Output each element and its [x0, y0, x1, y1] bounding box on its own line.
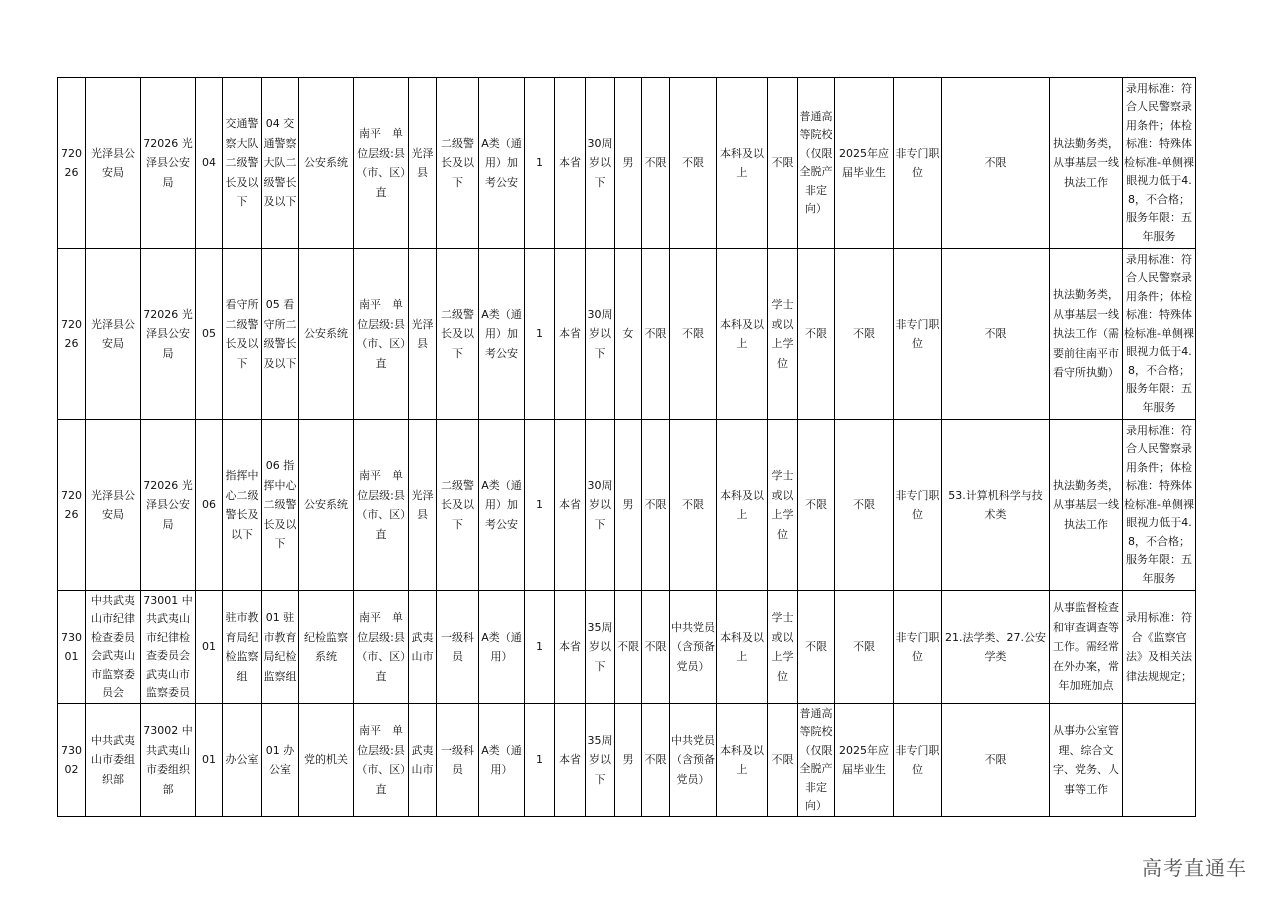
unit-level-cell: 南平 单位层级:县（市、区）直: [354, 78, 409, 249]
unit-level-cell: 南平 单位层级:县（市、区）直: [354, 704, 409, 817]
education-cell: 本科及以上: [717, 704, 768, 817]
ethnicity-cell: 不限: [642, 249, 670, 420]
unit-level-cell: 南平 单位层级:县（市、区）直: [354, 591, 409, 704]
grad-scope-cell: 普通高等院校（仅限全脱产非定向）: [798, 78, 835, 249]
duty-cell: 从事办公室管理、综合文字、党务、人事等工作: [1050, 704, 1123, 817]
politics-cell: 中共党员（含预备党员）: [670, 704, 717, 817]
remarks-cell: [1123, 704, 1196, 817]
agency-code-cell: 73001 中共武夷山市纪律检查委员会武夷山市监察委员: [141, 591, 196, 704]
politics-cell: 不限: [670, 420, 717, 591]
ethnicity-cell: 不限: [642, 420, 670, 591]
position-code-name-cell: 01 驻市教育局纪检监察组: [262, 591, 299, 704]
system-cell: 公安系统: [299, 78, 354, 249]
age-cell: 35周岁以下: [586, 704, 615, 817]
position-name-cell: 指挥中心二级警长及以下: [223, 420, 262, 591]
table-row: [58, 249, 1196, 420]
count-cell: 1: [525, 78, 555, 249]
agency-code-cell: 73002 中共武夷山市委组织部: [141, 704, 196, 817]
agency-cell: 中共武夷山市委组织部: [86, 704, 141, 817]
ethnicity-cell: 不限: [642, 704, 670, 817]
system-cell: 公安系统: [299, 420, 354, 591]
age-cell: 35周岁以下: [586, 591, 615, 704]
position-code-cell: 06: [196, 420, 223, 591]
job-type-cell: 非专门职位: [894, 249, 942, 420]
origin-cell: 本省: [555, 704, 586, 817]
origin-cell: 本省: [555, 591, 586, 704]
major-cell: 53.计算机科学与技术类: [942, 420, 1050, 591]
job-type-cell: 非专门职位: [894, 591, 942, 704]
degree-cell: 不限: [768, 78, 798, 249]
table-row: [58, 704, 1196, 817]
job-type-cell: 非专门职位: [894, 704, 942, 817]
exam-class-cell: A类（通用）加考公安: [479, 249, 525, 420]
grad-scope-cell: 普通高等院校（仅限全脱产非定向）: [798, 704, 835, 817]
gender-cell: 女: [615, 249, 642, 420]
duty-cell: 执法勤务类，从事基层一线执法工作: [1050, 78, 1123, 249]
rank-cell: 二级警长及以下: [437, 249, 479, 420]
exam-class-cell: A类（通用）加考公安: [479, 78, 525, 249]
position-name-cell: 驻市教育局纪检监察组: [223, 591, 262, 704]
position-code-cell: 01: [196, 591, 223, 704]
job-type-cell: 非专门职位: [894, 420, 942, 591]
gender-cell: 不限: [615, 591, 642, 704]
count-cell: 1: [525, 591, 555, 704]
system-cell: 公安系统: [299, 249, 354, 420]
grad-scope-cell: 不限: [798, 420, 835, 591]
politics-cell: 不限: [670, 249, 717, 420]
rank-cell: 一级科员: [437, 704, 479, 817]
count-cell: 1: [525, 420, 555, 591]
education-cell: 本科及以上: [717, 78, 768, 249]
rank-cell: 二级警长及以下: [437, 78, 479, 249]
area-code-cell: 73001: [58, 591, 86, 704]
identity-cell: 不限: [835, 591, 894, 704]
grad-scope-cell: 不限: [798, 591, 835, 704]
rank-cell: 一级科员: [437, 591, 479, 704]
remarks-cell: 录用标准：符合人民警察录用条件；体检标准：特殊体检标准-单侧裸眼视力低于4.8，不合格；服务年限：五年服务: [1123, 249, 1196, 420]
position-code-name-cell: 04 交通警察大队二级警长及以下: [262, 78, 299, 249]
position-code-cell: 05: [196, 249, 223, 420]
system-cell: 党的机关: [299, 704, 354, 817]
identity-cell: 2025年应届毕业生: [835, 704, 894, 817]
origin-cell: 本省: [555, 78, 586, 249]
identity-cell: 不限: [835, 249, 894, 420]
position-name-cell: 看守所二级警长及以下: [223, 249, 262, 420]
age-cell: 30周岁以下: [586, 78, 615, 249]
education-cell: 本科及以上: [717, 591, 768, 704]
location-cell: 光泽县: [409, 249, 437, 420]
age-cell: 30周岁以下: [586, 249, 615, 420]
gender-cell: 男: [615, 704, 642, 817]
identity-cell: 2025年应届毕业生: [835, 78, 894, 249]
area-code-cell: 72026: [58, 78, 86, 249]
table-row: [58, 420, 1196, 591]
count-cell: 1: [525, 704, 555, 817]
location-cell: 光泽县: [409, 78, 437, 249]
origin-cell: 本省: [555, 420, 586, 591]
table-row: [58, 78, 1196, 249]
system-cell: 纪检监察系统: [299, 591, 354, 704]
exam-class-cell: A类（通用）: [479, 591, 525, 704]
location-cell: 光泽县: [409, 420, 437, 591]
unit-level-cell: 南平 单位层级:县（市、区）直: [354, 249, 409, 420]
duty-cell: 执法勤务类，从事基层一线执法工作: [1050, 420, 1123, 591]
politics-cell: 中共党员（含预备党员）: [670, 591, 717, 704]
location-cell: 武夷山市: [409, 591, 437, 704]
rank-cell: 二级警长及以下: [437, 420, 479, 591]
degree-cell: 学士或以上学位: [768, 249, 798, 420]
position-code-cell: 01: [196, 704, 223, 817]
agency-code-cell: 72026 光泽县公安局: [141, 420, 196, 591]
agency-cell: 光泽县公安局: [86, 249, 141, 420]
politics-cell: 不限: [670, 78, 717, 249]
watermark: 高考直通车: [1142, 856, 1247, 880]
exam-class-cell: A类（通用）加考公安: [479, 420, 525, 591]
table-row: [58, 591, 1196, 704]
count-cell: 1: [525, 249, 555, 420]
area-code-cell: 72026: [58, 249, 86, 420]
gender-cell: 男: [615, 78, 642, 249]
agency-cell: 光泽县公安局: [86, 78, 141, 249]
agency-cell: 光泽县公安局: [86, 420, 141, 591]
area-code-cell: 73002: [58, 704, 86, 817]
position-code-name-cell: 06 指挥中心二级警长及以下: [262, 420, 299, 591]
agency-cell: 中共武夷山市纪律检查委员会武夷山市监察委员会: [86, 591, 141, 704]
position-code-cell: 04: [196, 78, 223, 249]
remarks-cell: 录用标准：符合人民警察录用条件；体检标准：特殊体检标准-单侧裸眼视力低于4.8，不合格；服务年限：五年服务: [1123, 78, 1196, 249]
major-cell: 不限: [942, 704, 1050, 817]
major-cell: 不限: [942, 249, 1050, 420]
origin-cell: 本省: [555, 249, 586, 420]
education-cell: 本科及以上: [717, 420, 768, 591]
location-cell: 武夷山市: [409, 704, 437, 817]
position-code-name-cell: 05 看守所二级警长及以下: [262, 249, 299, 420]
agency-code-cell: 72026 光泽县公安局: [141, 78, 196, 249]
job-type-cell: 非专门职位: [894, 78, 942, 249]
degree-cell: 学士或以上学位: [768, 420, 798, 591]
major-cell: 不限: [942, 78, 1050, 249]
degree-cell: 不限: [768, 704, 798, 817]
exam-class-cell: A类（通用）: [479, 704, 525, 817]
unit-level-cell: 南平 单位层级:县（市、区）直: [354, 420, 409, 591]
education-cell: 本科及以上: [717, 249, 768, 420]
ethnicity-cell: 不限: [642, 78, 670, 249]
degree-cell: 学士或以上学位: [768, 591, 798, 704]
major-cell: 21.法学类、27.公安学类: [942, 591, 1050, 704]
position-code-name-cell: 01 办公室: [262, 704, 299, 817]
duty-cell: 执法勤务类，从事基层一线执法工作（需要前往南平市看守所执勤）: [1050, 249, 1123, 420]
identity-cell: 不限: [835, 420, 894, 591]
ethnicity-cell: 不限: [642, 591, 670, 704]
remarks-cell: 录用标准：符合《监察官法》及相关法律法规规定；: [1123, 591, 1196, 704]
agency-code-cell: 72026 光泽县公安局: [141, 249, 196, 420]
position-name-cell: 办公室: [223, 704, 262, 817]
grad-scope-cell: 不限: [798, 249, 835, 420]
area-code-cell: 72026: [58, 420, 86, 591]
gender-cell: 男: [615, 420, 642, 591]
duty-cell: 从事监督检查和审查调查等工作。需经常在外办案，常年加班加点: [1050, 591, 1123, 704]
age-cell: 30周岁以下: [586, 420, 615, 591]
position-name-cell: 交通警察大队二级警长及以下: [223, 78, 262, 249]
position-table: [57, 77, 1196, 817]
remarks-cell: 录用标准：符合人民警察录用条件；体检标准：特殊体检标准-单侧裸眼视力低于4.8，不合格；服务年限：五年服务: [1123, 420, 1196, 591]
